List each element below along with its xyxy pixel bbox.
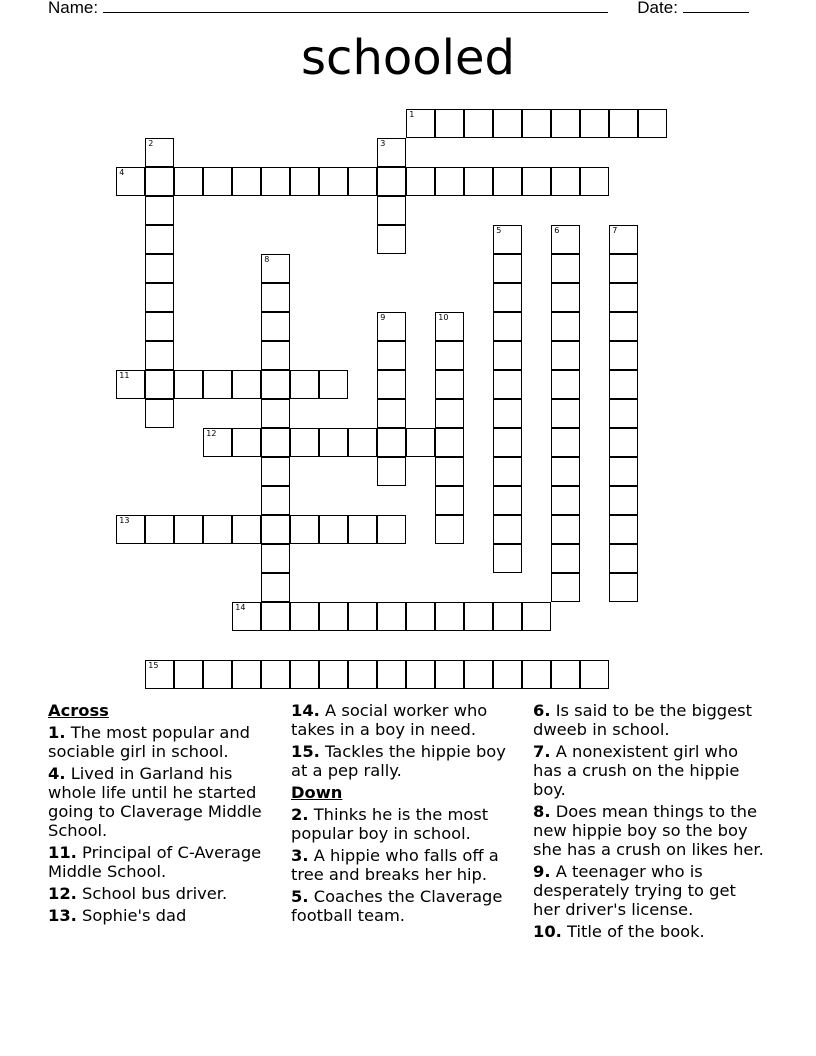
grid-cell[interactable]	[551, 486, 580, 515]
cell-number: 5	[496, 226, 502, 236]
grid-cell[interactable]	[551, 167, 580, 196]
grid-cell[interactable]	[116, 515, 145, 544]
grid-cell[interactable]	[493, 225, 522, 254]
clue-number: 3.	[291, 846, 309, 865]
grid-cell[interactable]	[174, 660, 203, 689]
clue-down-8	[533, 802, 768, 859]
grid-cell[interactable]	[232, 370, 261, 399]
grid-cell[interactable]	[203, 660, 232, 689]
clue-down-2	[291, 805, 526, 843]
clue-across-1	[48, 723, 283, 761]
grid-cell[interactable]	[435, 428, 464, 457]
clue-across-11	[48, 843, 283, 881]
grid-cell[interactable]	[551, 283, 580, 312]
grid-cell[interactable]	[580, 167, 609, 196]
grid-cell[interactable]	[145, 283, 174, 312]
grid-cell[interactable]	[406, 167, 435, 196]
grid-cell[interactable]	[261, 254, 290, 283]
clue-across-13	[48, 906, 283, 925]
clue-text: A social worker who takes in a boy in need.	[291, 701, 488, 739]
clue-number: 10.	[533, 922, 562, 941]
grid-cell[interactable]	[203, 370, 232, 399]
grid-cell[interactable]	[435, 312, 464, 341]
grid-cell[interactable]	[551, 341, 580, 370]
grid-cell[interactable]	[319, 515, 348, 544]
grid-cell[interactable]	[493, 660, 522, 689]
clue-text: School bus driver.	[82, 884, 228, 903]
grid-cell[interactable]	[464, 109, 493, 138]
clue-across-4	[48, 764, 283, 840]
page-title: schooled	[301, 30, 515, 86]
grid-cell[interactable]	[580, 660, 609, 689]
grid-cell[interactable]	[348, 167, 377, 196]
clue-number: 7.	[533, 742, 551, 761]
grid-cell[interactable]	[261, 573, 290, 602]
grid-cell[interactable]	[609, 254, 638, 283]
cell-number: 15	[148, 661, 159, 671]
grid-cell[interactable]	[406, 602, 435, 631]
grid-cell[interactable]	[261, 660, 290, 689]
grid-cell[interactable]	[261, 283, 290, 312]
grid-cell[interactable]	[174, 515, 203, 544]
grid-cell[interactable]	[145, 515, 174, 544]
grid-cell[interactable]	[464, 167, 493, 196]
grid-cell[interactable]	[290, 370, 319, 399]
grid-cell[interactable]	[493, 167, 522, 196]
grid-cell[interactable]	[609, 283, 638, 312]
grid-cell[interactable]	[609, 544, 638, 573]
grid-cell[interactable]	[493, 283, 522, 312]
grid-cell[interactable]	[464, 602, 493, 631]
grid-cell[interactable]	[261, 370, 290, 399]
grid-cell[interactable]	[522, 167, 551, 196]
grid-cell[interactable]	[377, 167, 406, 196]
grid-cell[interactable]	[609, 486, 638, 515]
clues-column-2	[291, 701, 526, 928]
clue-down-6	[533, 701, 768, 739]
grid-cell[interactable]	[493, 544, 522, 573]
grid-cell[interactable]	[551, 254, 580, 283]
grid-cell[interactable]	[435, 660, 464, 689]
clue-text: Title of the book.	[567, 922, 705, 941]
grid-cell[interactable]	[609, 225, 638, 254]
cell-number: 11	[119, 371, 130, 381]
grid-cell[interactable]	[261, 167, 290, 196]
grid-cell[interactable]	[116, 167, 145, 196]
grid-cell[interactable]	[290, 428, 319, 457]
grid-cell[interactable]	[551, 312, 580, 341]
grid-cell[interactable]	[203, 167, 232, 196]
grid-cell[interactable]	[551, 457, 580, 486]
clue-text: Does mean things to the new hippie boy so the boy she has a crush on likes her.	[533, 802, 764, 859]
grid-cell[interactable]	[609, 515, 638, 544]
grid-cell[interactable]	[232, 660, 261, 689]
grid-cell[interactable]	[493, 515, 522, 544]
clue-number: 13.	[48, 906, 77, 925]
clue-down-7	[533, 742, 768, 799]
grid-cell[interactable]	[493, 486, 522, 515]
clue-number: 5.	[291, 887, 309, 906]
date-label: Date:	[637, 0, 678, 17]
grid-cell[interactable]	[203, 515, 232, 544]
grid-cell[interactable]	[348, 660, 377, 689]
cell-number: 7	[612, 226, 618, 236]
grid-cell[interactable]	[377, 341, 406, 370]
grid-cell[interactable]	[290, 515, 319, 544]
grid-cell[interactable]	[406, 428, 435, 457]
grid-cell[interactable]	[348, 428, 377, 457]
grid-cell[interactable]	[116, 370, 145, 399]
grid-cell[interactable]	[261, 457, 290, 486]
grid-cell[interactable]	[145, 196, 174, 225]
cell-number: 6	[554, 226, 560, 236]
clue-down-3	[291, 846, 526, 884]
grid-cell[interactable]	[551, 225, 580, 254]
cell-number: 2	[148, 139, 154, 149]
grid-cell[interactable]	[551, 544, 580, 573]
grid-cell[interactable]	[145, 225, 174, 254]
cell-number: 9	[380, 313, 386, 323]
grid-cell[interactable]	[174, 370, 203, 399]
grid-cell[interactable]	[261, 428, 290, 457]
grid-cell[interactable]	[145, 370, 174, 399]
cell-number: 8	[264, 255, 270, 265]
grid-cell[interactable]	[609, 370, 638, 399]
grid-cell[interactable]	[377, 515, 406, 544]
grid-cell[interactable]	[377, 138, 406, 167]
cell-number: 10	[438, 313, 449, 323]
grid-cell[interactable]	[522, 109, 551, 138]
grid-cell[interactable]	[435, 602, 464, 631]
grid-cell[interactable]	[435, 167, 464, 196]
grid-cell[interactable]	[609, 399, 638, 428]
grid-cell[interactable]	[145, 254, 174, 283]
clue-down-5	[291, 887, 526, 925]
grid-cell[interactable]	[261, 544, 290, 573]
grid-cell[interactable]	[464, 660, 493, 689]
grid-cell[interactable]	[319, 660, 348, 689]
clue-number: 9.	[533, 862, 551, 881]
grid-cell[interactable]	[174, 167, 203, 196]
grid-cell[interactable]	[232, 515, 261, 544]
grid-cell[interactable]	[348, 602, 377, 631]
grid-cell[interactable]	[551, 515, 580, 544]
clue-text: Thinks he is the most popular boy in school.	[291, 805, 489, 843]
clue-text: Tackles the hippie boy at a pep rally.	[291, 742, 506, 780]
grid-cell[interactable]	[435, 109, 464, 138]
grid-cell[interactable]	[145, 167, 174, 196]
grid-cell[interactable]	[261, 312, 290, 341]
clue-number: 15.	[291, 742, 320, 761]
grid-cell[interactable]	[609, 109, 638, 138]
cell-number: 1	[409, 110, 415, 120]
grid-cell[interactable]	[435, 341, 464, 370]
grid-cell[interactable]	[493, 428, 522, 457]
grid-cell[interactable]	[609, 312, 638, 341]
grid-cell[interactable]	[377, 225, 406, 254]
down-heading: Down	[291, 783, 343, 802]
grid-cell[interactable]	[145, 312, 174, 341]
grid-cell[interactable]	[203, 428, 232, 457]
clue-down-10	[533, 922, 768, 941]
clue-number: 12.	[48, 884, 77, 903]
cell-number: 13	[119, 516, 130, 526]
grid-cell[interactable]	[290, 167, 319, 196]
grid-cell[interactable]	[290, 660, 319, 689]
grid-cell[interactable]	[551, 370, 580, 399]
grid-cell[interactable]	[638, 109, 667, 138]
grid-cell[interactable]	[580, 109, 609, 138]
clue-across-12	[48, 884, 283, 903]
grid-cell[interactable]	[261, 602, 290, 631]
clues-column-3	[533, 701, 768, 944]
across-heading: Across	[48, 701, 109, 720]
grid-cell[interactable]	[232, 428, 261, 457]
grid-cell[interactable]	[145, 138, 174, 167]
grid-cell[interactable]	[145, 399, 174, 428]
cell-number: 3	[380, 139, 386, 149]
grid-cell[interactable]	[435, 370, 464, 399]
grid-cell[interactable]	[232, 167, 261, 196]
grid-cell[interactable]	[261, 515, 290, 544]
grid-cell[interactable]	[377, 457, 406, 486]
clue-text: Sophie's dad	[82, 906, 187, 925]
clue-text: The most popular and sociable girl in school.	[48, 723, 250, 761]
grid-cell[interactable]	[551, 399, 580, 428]
name-label: Name:	[48, 0, 99, 17]
clue-number: 4.	[48, 764, 66, 783]
clues-column-1	[48, 701, 283, 928]
clue-text: A nonexistent girl who has a crush on the hippie boy.	[533, 742, 740, 799]
clue-text: Principal of C-Average Middle School.	[48, 843, 262, 881]
grid-cell[interactable]	[319, 602, 348, 631]
grid-cell[interactable]	[319, 370, 348, 399]
grid-cell[interactable]	[609, 341, 638, 370]
cell-number: 4	[119, 168, 125, 178]
clue-across-15	[291, 742, 526, 780]
clue-text: Lived in Garland his whole life until he started going to Claverage Middle School.	[48, 764, 262, 840]
grid-cell[interactable]	[377, 312, 406, 341]
grid-cell[interactable]	[551, 109, 580, 138]
grid-cell[interactable]	[493, 457, 522, 486]
grid-cell[interactable]	[435, 457, 464, 486]
grid-cell[interactable]	[551, 428, 580, 457]
grid-cell[interactable]	[406, 109, 435, 138]
grid-cell[interactable]	[377, 370, 406, 399]
grid-cell[interactable]	[377, 196, 406, 225]
grid-cell[interactable]	[377, 399, 406, 428]
grid-cell[interactable]	[609, 573, 638, 602]
grid-cell[interactable]	[435, 399, 464, 428]
clue-number: 1.	[48, 723, 66, 742]
cell-number: 12	[206, 429, 217, 439]
grid-cell[interactable]	[435, 486, 464, 515]
clue-number: 6.	[533, 701, 551, 720]
grid-cell[interactable]	[261, 399, 290, 428]
grid-cell[interactable]	[290, 602, 319, 631]
clue-number: 14.	[291, 701, 320, 720]
clue-text: Is said to be the biggest dweeb in school.	[533, 701, 753, 739]
grid-cell[interactable]	[551, 660, 580, 689]
grid-cell[interactable]	[551, 573, 580, 602]
clue-text: A hippie who falls off a tree and breaks her hip.	[291, 846, 499, 884]
grid-cell[interactable]	[406, 660, 435, 689]
grid-cell[interactable]	[261, 341, 290, 370]
grid-cell[interactable]	[493, 109, 522, 138]
clue-down-9	[533, 862, 768, 919]
grid-cell[interactable]	[319, 167, 348, 196]
grid-cell[interactable]	[493, 399, 522, 428]
clue-number: 8.	[533, 802, 551, 821]
clue-text: Coaches the Claverage football team.	[291, 887, 503, 925]
clue-number: 11.	[48, 843, 77, 862]
clue-text: A teenager who is desperately trying to get her driver's license.	[533, 862, 736, 919]
clue-across-14	[291, 701, 526, 739]
grid-cell[interactable]	[493, 312, 522, 341]
grid-cell[interactable]	[319, 428, 348, 457]
grid-cell[interactable]	[493, 370, 522, 399]
grid-cell[interactable]	[493, 254, 522, 283]
grid-cell[interactable]	[261, 486, 290, 515]
grid-cell[interactable]	[232, 602, 261, 631]
grid-cell[interactable]	[377, 660, 406, 689]
grid-cell[interactable]	[522, 660, 551, 689]
grid-cell[interactable]	[145, 341, 174, 370]
grid-cell[interactable]	[145, 660, 174, 689]
grid-cell[interactable]	[493, 341, 522, 370]
grid-cell[interactable]	[609, 428, 638, 457]
grid-cell[interactable]	[377, 428, 406, 457]
grid-cell[interactable]	[377, 602, 406, 631]
cell-number: 14	[235, 603, 246, 613]
grid-cell[interactable]	[609, 457, 638, 486]
clue-number: 2.	[291, 805, 309, 824]
grid-cell[interactable]	[435, 515, 464, 544]
grid-cell[interactable]	[493, 602, 522, 631]
grid-cell[interactable]	[522, 602, 551, 631]
grid-cell[interactable]	[348, 515, 377, 544]
